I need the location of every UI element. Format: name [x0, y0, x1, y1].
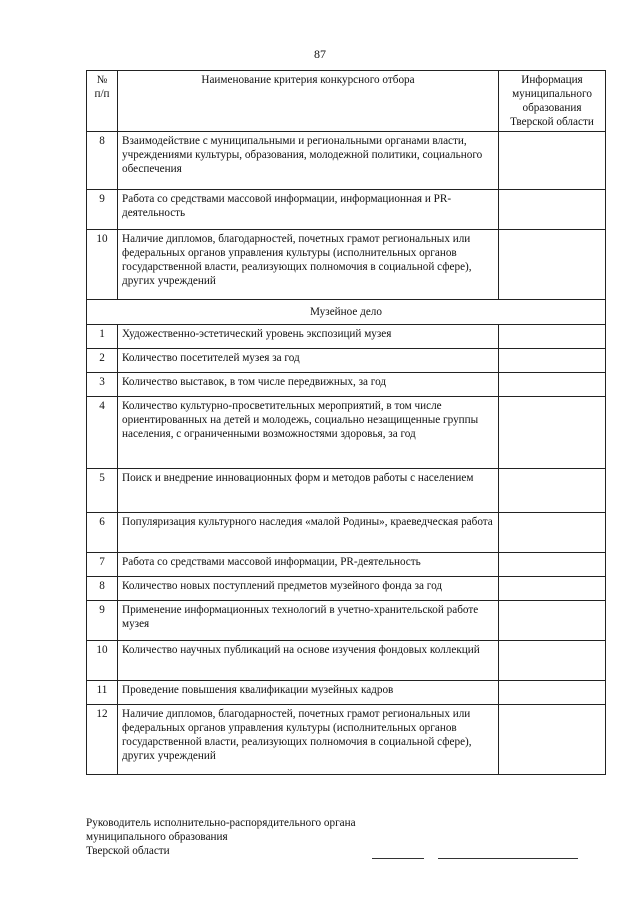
row-info-cell	[499, 373, 606, 397]
row-number: 7	[87, 553, 118, 577]
row-number: 12	[87, 705, 118, 775]
header-criterion-text: Наименование критерия конкурсного отбора	[201, 74, 415, 86]
row-number: 5	[87, 469, 118, 513]
row-number: 2	[87, 349, 118, 373]
row-info-cell	[499, 325, 606, 349]
page-number: 87	[314, 47, 326, 61]
header-number	[87, 71, 118, 132]
row-number: 9	[87, 601, 118, 641]
row-info-cell	[499, 397, 606, 469]
row-number: 10	[87, 641, 118, 681]
row-criterion: Работа со средствами массовой информации, PR-деятельность	[118, 553, 499, 577]
row-info-cell	[499, 577, 606, 601]
row-number: 9	[87, 190, 118, 230]
row-info-cell	[499, 469, 606, 513]
table-row	[87, 132, 606, 190]
table-row	[87, 641, 606, 681]
row-number: 6	[87, 513, 118, 553]
row-info-cell	[499, 553, 606, 577]
row-number: 8	[87, 132, 118, 190]
row-criterion: Проведение повышения квалификации музейных кадров	[118, 681, 499, 705]
row-number: 1	[87, 325, 118, 349]
row-criterion: Количество новых поступлений предметов музейного фонда за год	[118, 577, 499, 601]
header-info-text: Информация муниципального образования Тверской области	[510, 74, 594, 128]
table-row	[87, 373, 606, 397]
section-title: Музейное дело	[87, 300, 606, 325]
row-info-cell	[499, 230, 606, 300]
row-info-cell	[499, 190, 606, 230]
section-row	[87, 300, 606, 325]
criteria-table	[86, 70, 606, 775]
header-number-text: № п/п	[94, 74, 110, 100]
table-row	[87, 190, 606, 230]
table-row	[87, 513, 606, 553]
row-info-cell	[499, 513, 606, 553]
row-number: 3	[87, 373, 118, 397]
row-criterion: Поиск и внедрение инновационных форм и методов работы с населением	[118, 469, 499, 513]
signature-line	[372, 858, 424, 859]
row-info-cell	[499, 681, 606, 705]
row-number: 10	[87, 230, 118, 300]
row-criterion: Работа со средствами массовой информации, информационная и PR-деятельность	[118, 190, 499, 230]
signature-title-line-2: муниципального образования	[86, 831, 228, 843]
row-criterion: Художественно-эстетический уровень экспозиций музея	[118, 325, 499, 349]
row-criterion: Количество научных публикаций на основе изучения фондовых коллекций	[118, 641, 499, 681]
row-info-cell	[499, 705, 606, 775]
table-row	[87, 577, 606, 601]
table-row	[87, 349, 606, 373]
row-number: 4	[87, 397, 118, 469]
row-criterion: Взаимодействие с муниципальными и региональными органами власти, учреждениями культуры, образования, молодежной политики, социального обеспечения	[118, 132, 499, 190]
row-info-cell	[499, 132, 606, 190]
table-row	[87, 553, 606, 577]
row-criterion: Наличие дипломов, благодарностей, почетных грамот региональных или федеральных органов управления культуры (исполнительных органов государственной власти, реализующих полномочия в социальной сфере), других учреждений	[118, 705, 499, 775]
table-row	[87, 601, 606, 641]
header-criterion	[118, 71, 499, 132]
signature-block	[86, 816, 356, 858]
header-info	[499, 71, 606, 132]
signature-title-line-3: Тверской области	[86, 845, 170, 857]
table-row	[87, 230, 606, 300]
table-row	[87, 469, 606, 513]
name-line	[438, 858, 578, 859]
row-info-cell	[499, 349, 606, 373]
row-criterion: Количество культурно-просветительных мероприятий, в том числе ориентированных на детей и молодежь, социально незащищенные группы населения, с ограниченными возможностями здоровья, за год	[118, 397, 499, 469]
row-info-cell	[499, 641, 606, 681]
table-row	[87, 325, 606, 349]
row-criterion: Популяризация культурного наследия «малой Родины», краеведческая работа	[118, 513, 499, 553]
table-row	[87, 681, 606, 705]
row-number: 11	[87, 681, 118, 705]
table-header-row	[87, 71, 606, 132]
table-row	[87, 705, 606, 775]
row-criterion: Применение информационных технологий в учетно-хранительской работе музея	[118, 601, 499, 641]
row-criterion: Наличие дипломов, благодарностей, почетных грамот региональных или федеральных органов управления культуры (исполнительных органов государственной власти, реализующих полномочия в социальной сфере), других учреждений	[118, 230, 499, 300]
row-criterion: Количество выставок, в том числе передвижных, за год	[118, 373, 499, 397]
signature-title-line-1: Руководитель исполнительно-распорядительного органа	[86, 817, 356, 829]
table-row	[87, 397, 606, 469]
row-criterion: Количество посетителей музея за год	[118, 349, 499, 373]
row-info-cell	[499, 601, 606, 641]
row-number: 8	[87, 577, 118, 601]
